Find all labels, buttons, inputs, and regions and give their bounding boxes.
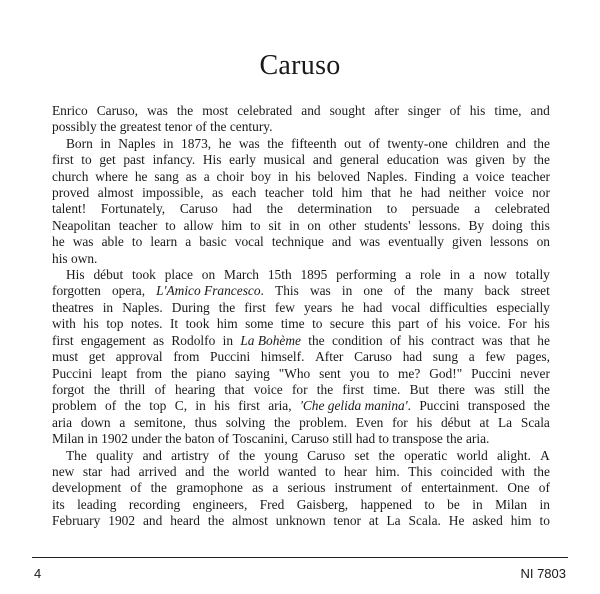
text-line: his own. [52, 250, 98, 266]
text-line: aria down a semitone, thus solving the problem. Even for his début at La Scala [52, 414, 550, 430]
page-number: 4 [34, 566, 42, 581]
text-line: church where he sang as a choir boy in his beloved Naples. Finding a voice teacher [52, 168, 550, 184]
text-line: first to get past infancy. His early musical and general education was given by the [52, 152, 550, 168]
text-line: possibly the greatest tenor of the century. [52, 119, 273, 135]
text-line: problem of the top C, in his first aria, 'Che gelida manina'. Puccini transposed the [52, 398, 550, 414]
text-line: forgotten opera, L'Amico Francesco. This was in one of the many back street [52, 283, 550, 299]
text-line: Enrico Caruso, was the most celebrated and sought after singer of his time, and [52, 103, 550, 118]
text-line: Puccini leapt from the piano saying "Who sent you to me? God!" Puccini never [52, 365, 550, 381]
text-line: its leading recording engineers, Fred Gaisberg, happened to be in Milan in [52, 496, 550, 512]
text-line: forgot the thrill of hearing that voice for the first time. But there was still the [52, 381, 550, 397]
text-line: The quality and artistry of the young Caruso set the operatic world alight. A [66, 447, 550, 463]
body-text [52, 103, 550, 530]
text-line: February 1902 and heard the almost unknown tenor at La Scala. He asked him to [52, 513, 550, 529]
text-line: with his top notes. It took him some time to secure this part of his voice. For his [52, 316, 550, 332]
text-line: first engagement as Rodolfo in La Bohème the condition of his contract was that he [52, 332, 550, 348]
catalog-number: NI 7803 [520, 566, 566, 581]
text-line: Milan in 1902 under the baton of Toscanini, Caruso still had to transpose the aria. [52, 431, 490, 447]
text-line: theatres in Naples. During the first few years he had vocal difficulties especially [52, 299, 550, 315]
text-line: new star had arrived and the world wanted to hear him. This coincided with the [52, 463, 550, 479]
text-line: Neapolitan teacher to allow him to sit in on other students' lessons. By doing this [52, 217, 550, 233]
text-line: development of the gramophone as a serious instrument of entertainment. One of [52, 480, 550, 496]
text-line: talent! Fortunately, Caruso had the determination to persuade a celebrated [52, 201, 550, 217]
text-line: must get approval from Puccini himself. After Caruso had sung a few pages, [52, 349, 550, 365]
text-line: Born in Naples in 1873, he was the fifteenth out of twenty-one children and the [66, 135, 550, 151]
footer-rule [32, 557, 568, 558]
text-line: proved almost impossible, as each teacher told him that he had neither voice nor [52, 185, 550, 201]
page-title: Caruso [259, 50, 341, 81]
text-line: he was able to learn a basic vocal technique and was eventually given lessons on [52, 234, 550, 250]
text-line: His début took place on March 15th 1895 performing a role in a now totally [66, 267, 550, 283]
